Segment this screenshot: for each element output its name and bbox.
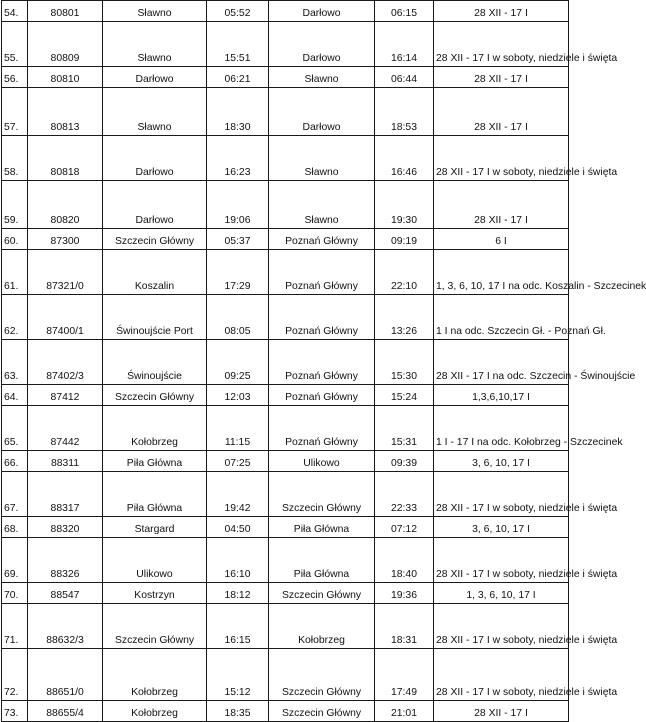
departure-time-cell: 16:10	[207, 538, 269, 583]
destination-station-cell: Szczecin Główny	[269, 472, 375, 517]
row-number-cell: 59.	[2, 181, 28, 229]
train-number-cell: 87402/3	[28, 340, 103, 385]
origin-station-cell: Ulikowo	[103, 538, 207, 583]
departure-time-cell: 15:12	[207, 649, 269, 701]
arrival-time-cell: 19:30	[375, 181, 434, 229]
departure-time-cell: 05:52	[207, 1, 269, 22]
operating-days-cell: 28 XII - 17 I w soboty, niedziele i święta	[434, 472, 569, 517]
arrival-time-cell: 15:30	[375, 340, 434, 385]
destination-station-cell: Poznań Główny	[269, 340, 375, 385]
row-number-cell: 63.	[2, 340, 28, 385]
train-number-cell: 87300	[28, 229, 103, 250]
train-number-cell: 88326	[28, 538, 103, 583]
train-number-cell: 88317	[28, 472, 103, 517]
departure-time-cell: 18:12	[207, 583, 269, 604]
destination-station-cell: Poznań Główny	[269, 250, 375, 295]
train-number-cell: 88651/0	[28, 649, 103, 701]
row-number-cell: 66.	[2, 451, 28, 472]
train-number-cell: 80820	[28, 181, 103, 229]
arrival-time-cell: 19:36	[375, 583, 434, 604]
operating-days-cell: 1, 3, 6, 10, 17 I na odc. Koszalin - Szczecinek	[434, 250, 569, 295]
operating-days-cell: 28 XII - 17 I na odc. Szczecin - Świnoujście	[434, 340, 569, 385]
train-number-cell: 87442	[28, 406, 103, 451]
origin-station-cell: Sławno	[103, 22, 207, 67]
table-row	[2, 583, 569, 604]
train-number-cell: 87321/0	[28, 250, 103, 295]
arrival-time-cell: 18:31	[375, 604, 434, 649]
train-number-cell: 88655/4	[28, 701, 103, 722]
train-number-cell: 88547	[28, 583, 103, 604]
destination-station-cell: Piła Główna	[269, 517, 375, 538]
row-number-cell: 57.	[2, 88, 28, 136]
table-row	[2, 649, 569, 701]
table-row	[2, 136, 569, 181]
operating-days-cell: 28 XII - 17 I	[434, 67, 569, 88]
destination-station-cell: Poznań Główny	[269, 295, 375, 340]
operating-days-cell: 1 I na odc. Szczecin Gł. - Poznań Gł.	[434, 295, 569, 340]
departure-time-cell: 15:51	[207, 22, 269, 67]
train-number-cell: 80801	[28, 1, 103, 22]
destination-station-cell: Szczecin Główny	[269, 701, 375, 722]
operating-days-cell: 28 XII - 17 I	[434, 181, 569, 229]
row-number-cell: 70.	[2, 583, 28, 604]
departure-time-cell: 09:25	[207, 340, 269, 385]
table-row	[2, 406, 569, 451]
arrival-time-cell: 21:01	[375, 701, 434, 722]
row-number-cell: 55.	[2, 22, 28, 67]
arrival-time-cell: 07:12	[375, 517, 434, 538]
train-number-cell: 80810	[28, 67, 103, 88]
origin-station-cell: Darłowo	[103, 181, 207, 229]
departure-time-cell: 05:37	[207, 229, 269, 250]
destination-station-cell: Poznań Główny	[269, 385, 375, 406]
operating-days-cell: 28 XII - 17 I w soboty, niedziele i święta	[434, 649, 569, 701]
table-row	[2, 472, 569, 517]
departure-time-cell: 18:30	[207, 88, 269, 136]
row-number-cell: 73.	[2, 701, 28, 722]
destination-station-cell: Szczecin Główny	[269, 583, 375, 604]
destination-station-cell: Darłowo	[269, 88, 375, 136]
origin-station-cell: Darłowo	[103, 136, 207, 181]
operating-days-cell: 28 XII - 17 I w soboty, niedziele i święta	[434, 22, 569, 67]
origin-station-cell: Szczecin Główny	[103, 385, 207, 406]
timetable-body	[2, 1, 646, 722]
destination-station-cell: Szczecin Główny	[269, 649, 375, 701]
origin-station-cell: Świnoujście	[103, 340, 207, 385]
operating-days-cell: 28 XII - 17 I w soboty, niedziele i święta	[434, 538, 569, 583]
row-number-cell: 67.	[2, 472, 28, 517]
operating-days-cell: 3, 6, 10, 17 I	[434, 451, 569, 472]
arrival-time-cell: 17:49	[375, 649, 434, 701]
row-number-cell: 61.	[2, 250, 28, 295]
departure-time-cell: 08:05	[207, 295, 269, 340]
destination-station-cell: Poznań Główny	[269, 406, 375, 451]
row-number-cell: 54.	[2, 1, 28, 22]
operating-days-cell: 28 XII - 17 I w soboty, niedziele i święta	[434, 136, 569, 181]
origin-station-cell: Stargard	[103, 517, 207, 538]
destination-station-cell: Poznań Główny	[269, 229, 375, 250]
arrival-time-cell: 22:33	[375, 472, 434, 517]
row-number-cell: 72.	[2, 649, 28, 701]
table-row	[2, 604, 569, 649]
departure-time-cell: 19:42	[207, 472, 269, 517]
arrival-time-cell: 16:14	[375, 22, 434, 67]
train-number-cell: 87412	[28, 385, 103, 406]
destination-station-cell: Sławno	[269, 181, 375, 229]
row-number-cell: 65.	[2, 406, 28, 451]
origin-station-cell: Kołobrzeg	[103, 406, 207, 451]
origin-station-cell: Kostrzyn	[103, 583, 207, 604]
destination-station-cell: Darłowo	[269, 1, 375, 22]
origin-station-cell: Szczecin Główny	[103, 604, 207, 649]
operating-days-cell: 28 XII - 17 I	[434, 701, 569, 722]
destination-station-cell: Sławno	[269, 136, 375, 181]
departure-time-cell: 16:23	[207, 136, 269, 181]
timetable	[1, 0, 646, 722]
arrival-time-cell: 18:40	[375, 538, 434, 583]
arrival-time-cell: 15:24	[375, 385, 434, 406]
origin-station-cell: Piła Główna	[103, 451, 207, 472]
table-row	[2, 181, 569, 229]
row-number-cell: 58.	[2, 136, 28, 181]
arrival-time-cell: 18:53	[375, 88, 434, 136]
table-row	[2, 67, 569, 88]
departure-time-cell: 04:50	[207, 517, 269, 538]
destination-station-cell: Piła Główna	[269, 538, 375, 583]
operating-days-cell: 28 XII - 17 I	[434, 88, 569, 136]
operating-days-cell: 28 XII - 17 I	[434, 1, 569, 22]
train-number-cell: 87400/1	[28, 295, 103, 340]
table-row	[2, 451, 569, 472]
origin-station-cell: Sławno	[103, 88, 207, 136]
origin-station-cell: Kołobrzeg	[103, 649, 207, 701]
destination-station-cell: Darłowo	[269, 22, 375, 67]
arrival-time-cell: 16:46	[375, 136, 434, 181]
origin-station-cell: Szczecin Główny	[103, 229, 207, 250]
table-row	[2, 88, 569, 136]
destination-station-cell: Ulikowo	[269, 451, 375, 472]
origin-station-cell: Darłowo	[103, 67, 207, 88]
train-number-cell: 88311	[28, 451, 103, 472]
arrival-time-cell: 22:10	[375, 250, 434, 295]
departure-time-cell: 06:21	[207, 67, 269, 88]
row-number-cell: 69.	[2, 538, 28, 583]
row-number-cell: 56.	[2, 67, 28, 88]
operating-days-cell: 1, 3, 6, 10, 17 I	[434, 583, 569, 604]
operating-days-cell: 3, 6, 10, 17 I	[434, 517, 569, 538]
table-row	[2, 1, 569, 22]
arrival-time-cell: 06:44	[375, 67, 434, 88]
origin-station-cell: Kołobrzeg	[103, 701, 207, 722]
departure-time-cell: 19:06	[207, 181, 269, 229]
arrival-time-cell: 15:31	[375, 406, 434, 451]
departure-time-cell: 12:03	[207, 385, 269, 406]
table-row	[2, 517, 569, 538]
arrival-time-cell: 13:26	[375, 295, 434, 340]
departure-time-cell: 17:29	[207, 250, 269, 295]
table-row	[2, 295, 569, 340]
row-number-cell: 68.	[2, 517, 28, 538]
row-number-cell: 62.	[2, 295, 28, 340]
train-number-cell: 88320	[28, 517, 103, 538]
table-row	[2, 385, 569, 406]
origin-station-cell: Sławno	[103, 1, 207, 22]
origin-station-cell: Koszalin	[103, 250, 207, 295]
departure-time-cell: 16:15	[207, 604, 269, 649]
table-row	[2, 229, 569, 250]
operating-days-cell: 1 I - 17 I na odc. Kołobrzeg - Szczecinek	[434, 406, 569, 451]
origin-station-cell: Piła Główna	[103, 472, 207, 517]
table-row	[2, 701, 569, 722]
table-row	[2, 250, 569, 295]
table-row	[2, 22, 569, 67]
destination-station-cell: Sławno	[269, 67, 375, 88]
departure-time-cell: 11:15	[207, 406, 269, 451]
train-number-cell: 80818	[28, 136, 103, 181]
departure-time-cell: 18:35	[207, 701, 269, 722]
destination-station-cell: Kołobrzeg	[269, 604, 375, 649]
operating-days-cell: 28 XII - 17 I w soboty, niedziele i święta	[434, 604, 569, 649]
table-row	[2, 538, 569, 583]
operating-days-cell: 1,3,6,10,17 I	[434, 385, 569, 406]
train-number-cell: 80813	[28, 88, 103, 136]
arrival-time-cell: 09:19	[375, 229, 434, 250]
arrival-time-cell: 06:15	[375, 1, 434, 22]
train-number-cell: 80809	[28, 22, 103, 67]
row-number-cell: 64.	[2, 385, 28, 406]
train-number-cell: 88632/3	[28, 604, 103, 649]
departure-time-cell: 07:25	[207, 451, 269, 472]
row-number-cell: 60.	[2, 229, 28, 250]
operating-days-cell: 6 I	[434, 229, 569, 250]
origin-station-cell: Świnoujście Port	[103, 295, 207, 340]
arrival-time-cell: 09:39	[375, 451, 434, 472]
table-row	[2, 340, 569, 385]
row-number-cell: 71.	[2, 604, 28, 649]
